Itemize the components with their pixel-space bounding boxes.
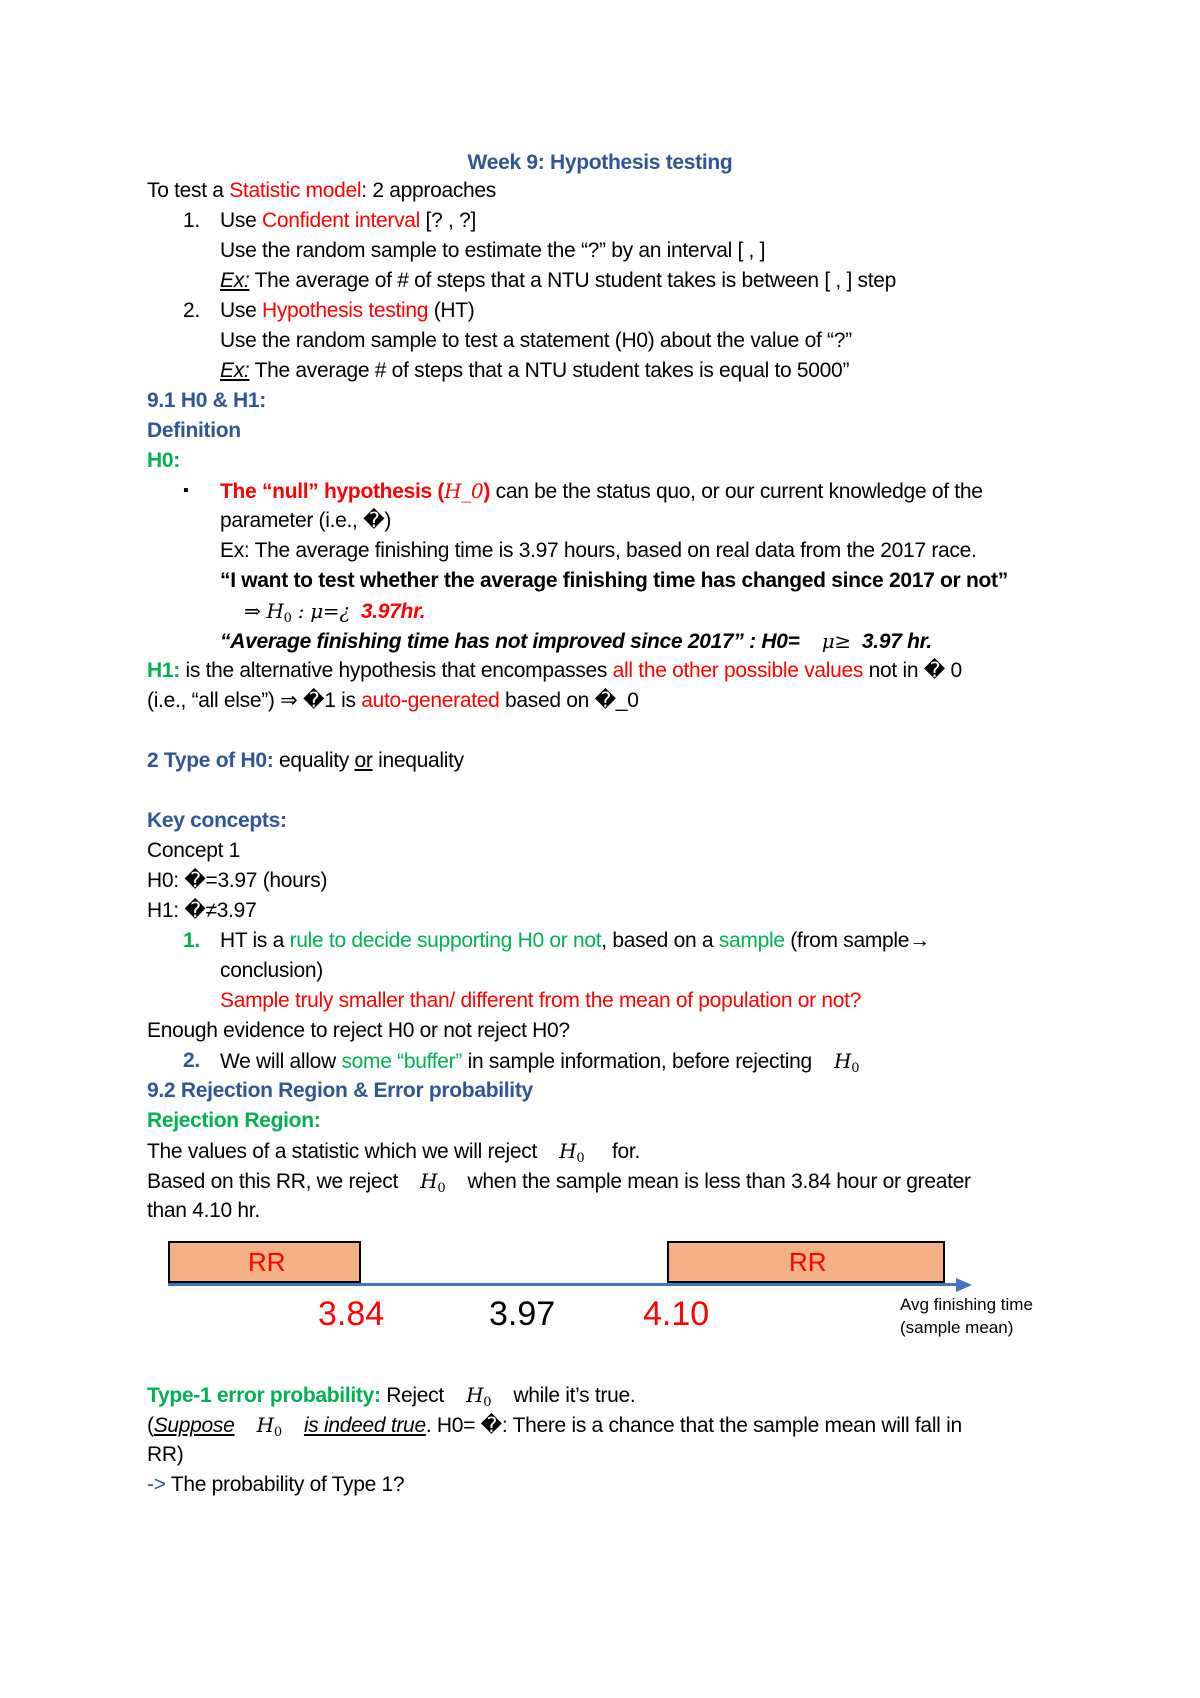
h1-line1: [147, 658, 962, 684]
key-item1-num: 1.: [183, 929, 200, 952]
key-item1-line2: conclusion): [220, 959, 323, 982]
types-text2: inequality: [372, 749, 464, 772]
h1-line2-post: based on �_0: [499, 689, 639, 712]
approach2-num: 2.: [183, 299, 200, 322]
approach1-post: [? , ?]: [420, 209, 476, 232]
approach2-ex-label: Ex:: [220, 359, 250, 382]
rr-line1-post: for.: [612, 1140, 640, 1163]
rr-line1-pre: The values of a statistic which we will reject: [147, 1140, 538, 1163]
type1-indeed-true: is indeed true: [303, 1414, 426, 1437]
h0-mu-expr: : μ=¿: [291, 599, 350, 623]
h0-subscript: 0: [283, 611, 292, 626]
h1-text2: not in � 0: [863, 659, 962, 682]
h0-bullet-rest: can be the status quo, or our current knowledge of the: [490, 480, 983, 503]
intro-line: [147, 178, 496, 204]
key-item2-pre: We will allow: [220, 1050, 342, 1073]
type1-open-paren: (: [147, 1414, 154, 1437]
key-item1-line1: [220, 928, 930, 954]
intro-post: : 2 approaches: [361, 179, 497, 202]
key-item1-question: Sample truly smaller than/ different from the mean of population or not?: [220, 989, 862, 1012]
arrow-icon: ->: [147, 1473, 166, 1496]
h1-text1: is the alternative hypothesis that encompasses: [179, 659, 613, 682]
type1-line2: [147, 1412, 962, 1446]
approach1-num: 1.: [183, 209, 200, 232]
key-item1-post: (from sample: [784, 929, 910, 952]
concept-h0: H0: �=3.97 (hours): [147, 869, 328, 892]
key-item2-buffer: some “buffer”: [341, 1050, 463, 1073]
approach2-desc: Use the random sample to test a statement (H0) about the value of “?”: [220, 329, 852, 352]
critical-value-low: 3.84: [318, 1295, 385, 1333]
rr-line1: [147, 1138, 640, 1172]
approach1-term: Confident interval: [261, 209, 421, 232]
h0-heading: H0:: [147, 449, 180, 472]
types-or: or: [354, 749, 373, 772]
approach2-post: (HT): [428, 299, 475, 322]
h0-bullet-line1: [220, 478, 983, 505]
section-9-1-heading: 9.1 H0 & H1:: [147, 389, 266, 412]
axis-arrow-icon: [956, 1278, 972, 1292]
types-line: [147, 748, 464, 774]
bullet-icon: ▪: [183, 482, 189, 499]
evidence-line: Enough evidence to reject H0 or not reject H0?: [147, 1019, 570, 1042]
arrow-right-icon: →: [909, 929, 930, 952]
type1-l2-post: . H0= �: There is a chance that the sample mean will fall in: [425, 1414, 962, 1437]
rr-line2-sub: 0: [437, 1181, 446, 1196]
rr-line1-h: H: [559, 1139, 577, 1163]
mean-value: 3.97: [489, 1295, 556, 1333]
sample-mean-axis: [168, 1283, 958, 1286]
h1-label: H1:: [147, 659, 180, 682]
key-item2-sub: 0: [851, 1061, 860, 1076]
approach1-ex-text: The average of # of steps that a NTU student takes is between [ , ] step: [249, 269, 897, 292]
page-title: Week 9: Hypothesis testing: [467, 151, 733, 174]
left-rr-label: RR: [248, 1247, 286, 1277]
type1-h: H: [466, 1383, 484, 1407]
key-item2-h: H: [834, 1049, 852, 1073]
h0-improve-text: “Average finishing time has not improved since 2017” : H0=: [220, 630, 800, 653]
approach1-example: [220, 268, 896, 294]
approach1-line: [220, 208, 476, 234]
axis-caption-line1: Avg finishing time: [900, 1295, 1033, 1314]
type1-line1: [147, 1382, 635, 1416]
key-item2-line: [220, 1048, 859, 1082]
h0-arrow-expr: ⇒ H: [244, 599, 284, 623]
h1-auto-generated: auto-generated: [361, 689, 500, 712]
rr-line3: than 4.10 hr.: [147, 1199, 260, 1222]
rr-line1-sub: 0: [576, 1151, 585, 1166]
axis-caption-line2: (sample mean): [900, 1318, 1014, 1337]
key-item2-num: 2.: [183, 1049, 200, 1072]
key-item1-rule: rule to decide supporting H0 or not: [289, 929, 602, 952]
null-hypothesis-symbol: H_0: [444, 479, 484, 503]
rr-line2: [147, 1168, 971, 1202]
h1-line2: [147, 688, 639, 714]
key-item1-pre: HT is a: [220, 929, 290, 952]
approach2-example: [220, 358, 849, 384]
type1-line3: RR): [147, 1443, 184, 1466]
type1-label: Type-1 error probability:: [147, 1384, 381, 1407]
key-item1-mid: , based on a: [601, 929, 719, 952]
h0-improve-value: 3.97 hr.: [861, 630, 932, 653]
h0-value: 3.97hr.: [360, 600, 426, 623]
type1-l2-sub: 0: [273, 1425, 282, 1440]
h1-red-term: all the other possible values: [612, 659, 864, 682]
type1-pre: Reject: [380, 1384, 444, 1407]
rejection-region-heading: Rejection Region:: [147, 1109, 321, 1132]
concept-h1: H1: �≠3.97: [147, 899, 257, 922]
key-item1-sample: sample: [718, 929, 785, 952]
approach1-ex-label: Ex:: [220, 269, 250, 292]
approach1-desc: Use the random sample to estimate the “?” by an interval [ , ]: [220, 239, 766, 262]
h0-bullet-line3: Ex: The average finishing time is 3.97 hours, based on real data from the 2017 race.: [220, 539, 977, 562]
rr-line2-post: when the sample mean is less than 3.84 hour or greater: [467, 1170, 971, 1193]
definition-heading: Definition: [147, 419, 241, 442]
approach1-pre: Use: [220, 209, 262, 232]
critical-value-high: 4.10: [643, 1295, 710, 1333]
h0-bullet-line4: “I want to test whether the average finishing time has changed since 2017 or not”: [220, 569, 1008, 592]
null-hypothesis-close: ): [483, 480, 491, 503]
concept-label: Concept 1: [147, 839, 241, 862]
section-9-2-heading: 9.2 Rejection Region & Error probability: [147, 1079, 533, 1102]
h0-bullet-line2: parameter (i.e., �): [220, 509, 392, 532]
type1-l2-h: H: [256, 1413, 274, 1437]
approach2-ex-text: The average # of steps that a NTU student takes is equal to 5000”: [249, 359, 850, 382]
types-text1: equality: [273, 749, 355, 772]
rr-line2-h: H: [420, 1169, 438, 1193]
type1-post: while it’s true.: [513, 1384, 636, 1407]
type1-line4: [147, 1472, 404, 1498]
approach2-line: [220, 298, 475, 324]
h0-mu-geq: μ≥: [821, 629, 851, 653]
right-rr-label: RR: [789, 1247, 827, 1277]
type1-suppose: Suppose: [153, 1414, 235, 1437]
key-item2-post: in sample information, before rejecting: [462, 1050, 812, 1073]
h0-bullet-line5: [244, 598, 425, 632]
h1-line2-pre: (i.e., “all else”) ⇒ �1 is: [147, 689, 362, 712]
null-hypothesis-term: The “null” hypothesis (: [220, 480, 445, 503]
types-label: 2 Type of H0:: [147, 749, 274, 772]
intro-pre: To test a: [147, 179, 230, 202]
key-concepts-heading: Key concepts:: [147, 809, 287, 832]
approach2-term: Hypothesis testing: [261, 299, 429, 322]
type1-sub: 0: [483, 1395, 492, 1410]
rr-line2-pre: Based on this RR, we reject: [147, 1170, 399, 1193]
approach2-pre: Use: [220, 299, 262, 322]
intro-model-term: Statistic model: [229, 179, 362, 202]
h0-bullet-line6: [220, 628, 932, 655]
type1-question: The probability of Type 1?: [165, 1473, 405, 1496]
